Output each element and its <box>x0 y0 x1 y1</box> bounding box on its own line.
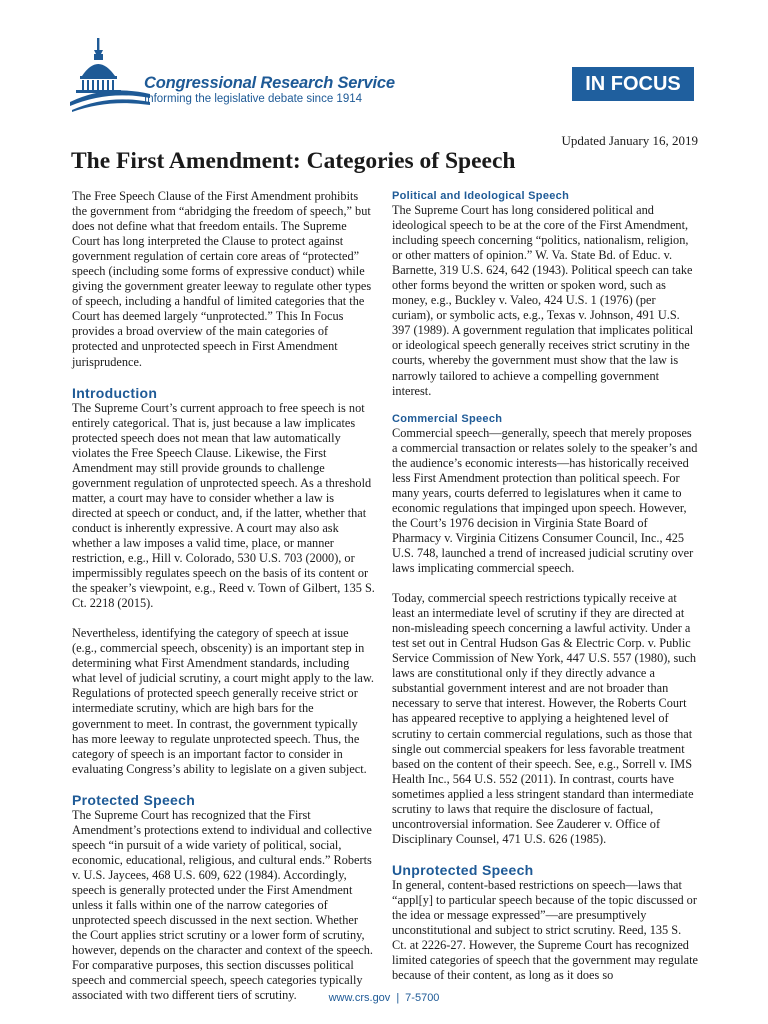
unprotected-speech-paragraph: In general, content-based restrictions on speech—laws that “appl[y] to particular speech because of the topic discussed or the idea or message expressed”—are presumptively unconstitutional and subject to strict scrutiny. Reed, 135 S. Ct. at 2226-27. However, the Supreme Court has recognized limited categories of speech that the government may regulate because of their content, as long as it does so <box>392 877 698 983</box>
footer-site-link[interactable]: www.crs.gov <box>328 992 391 1004</box>
footer-code: 7-5700 <box>405 992 440 1004</box>
page-title: The First Amendment: Categories of Speech <box>71 148 516 174</box>
protected-speech-heading: Protected Speech <box>72 791 196 808</box>
crs-capitol-logo <box>70 36 150 112</box>
unprotected-speech-heading: Unprotected Speech <box>392 861 534 878</box>
in-focus-badge: IN FOCUS <box>572 67 694 101</box>
commercial-speech-paragraph-2: Today, commercial speech restrictions typically receive at least an intermediate level of scrutiny if they are directed at non-misleading speech concerning a lawful activity. Under a test set out in Central Hudson Gas & Electric Corp. v. Public Service Commission of New York, 447 U.S. 557 (1980), such laws are constitutional only if they directly advance a substantial government interest and are not broader than necessary to serve that interest. However, the Roberts Court has appeared receptive to applying a heightened level of scrutiny to certain commercial regulations, such as those that single out commercial speakers for less favorable treatment based on the content of their speech. See, e.g., Sorrell v. IMS Health Inc., 564 U.S. 552 (2011). In contrast, courts have sometimes applied a less stringent standard than intermediate scrutiny to laws that require the disclosure of factual, uncontroversial information. See Zauderer v. Office of Disciplinary Counsel, 471 U.S. 626 (1985). <box>392 591 696 846</box>
introduction-paragraph-1: The Supreme Court’s current approach to free speech is not entirely categorical. That is, just because a law implicates protected speech does not mean that law automatically violates the Free Speech Clause. Likewise, the First Amendment may still provide grounds to challenge government regulation of unprotected speech. As a threshold matter, a court may have to consider whether a law is directed at speech or conduct, and, if the latter, whether that conduct is inherently expressive. A court may also ask whether a law imposes a valid time, place, or manner restriction, e.g., Hill v. Colorado, 530 U.S. 703 (2000), or impermissibly regulates speech on the basis of its content or the speaker’s viewpoint, e.g., Reed v. Town of Gilbert, 135 S. Ct. 2218 (2015). <box>72 400 375 611</box>
intro-paragraph: The Free Speech Clause of the First Amendment prohibits the government from “abridging the freedom of speech,” but does not define what that freedom entails. The Supreme Court has long interpreted the Clause to protect against government regulation of certain core areas of “protected” speech (including some forms of expressive conduct) while giving the government greater leeway to regulate other types of speech, including a handful of limited categories that the Court has deemed largely “unprotected.” This In Focus provides a broad overview of the main categories of protected and unprotected speech in First Amendment jurisprudence. <box>72 189 372 369</box>
political-speech-paragraph: The Supreme Court has long considered political and ideological speech to be at the core of the First Amendment, including speech concerning “politics, nationalism, religion, or other matters of opinion.” W. Va. State Bd. of Educ. v. Barnette, 319 U.S. 624, 642 (1943). Political speech can take other forms beyond the written or spoken word, such as money, e.g., Buckley v. Valeo, 424 U.S. 1 (1976) (per curiam), or symbolic acts, e.g., Texas v. Johnson, 491 U.S. 397 (1989). A government regulation that implicates political or ideological speech generally receives strict scrutiny in the courts, whereby the government must show that the law is narrowly tailored to achieve a compelling government interest. <box>392 203 694 398</box>
protected-speech-paragraph: The Supreme Court has recognized that the First Amendment’s protections extend to individual and collective speech “in pursuit of a wide variety of political, social, economic, educational, religious, and cultural ends.” Roberts v. U.S. Jaycees, 468 U.S. 609, 622 (1984). Accordingly, speech is generally protected under the First Amendment unless it falls within one of the narrow categories of unprotected speech discussed in the next section. Whether the Court applies strict scrutiny or a lower form of scrutiny, however, depends on the character and context of the speech. For comparative purposes, this section discusses political speech and commercial speech, speech categories typically associated with two different tiers of scrutiny. <box>72 807 373 1003</box>
commercial-speech-paragraph-1: Commercial speech—generally, speech that merely proposes a commercial transaction or relates solely to the speaker’s and the audience’s economic interests—has historically received less First Amendment protection than political speech. For many years, courts deferred to legislatures when it came to economic regulations that impinged upon speech. However, the Court’s 1976 decision in Virginia State Board of Pharmacy v. Virginia Citizens Consumer Council, Inc., 425 U.S. 748, launched a trend of increased judicial scrutiny over laws implicating commercial speech. <box>392 425 698 576</box>
commercial-speech-heading: Commercial Speech <box>392 412 503 425</box>
political-speech-heading: Political and Ideological Speech <box>392 190 570 202</box>
footer-separator: | <box>396 992 400 1004</box>
introduction-heading: Introduction <box>72 384 158 401</box>
updated-date: Updated January 16, 2019 <box>561 133 698 148</box>
org-tagline: Informing the legislative debate since 1914 <box>144 93 363 105</box>
org-name: Congressional Research Service <box>144 74 395 92</box>
left-column <box>72 189 375 1003</box>
footer <box>0 992 768 1004</box>
right-column <box>392 189 698 983</box>
introduction-paragraph-2: Nevertheless, identifying the category of speech at issue (e.g., commercial speech, obscenity) is an important step in determining what First Amendment standards, including what level of judicial scrutiny, a court might apply to the law. Regulations of protected speech generally receive strict or intermediate scrutiny, which are high bars for the government to meet. In contrast, the government typically has more leeway to regulate unprotected speech. Thus, the category of speech is an important factor to consider in evaluating Congress’s ability to legislate on a given subject. <box>72 626 374 776</box>
